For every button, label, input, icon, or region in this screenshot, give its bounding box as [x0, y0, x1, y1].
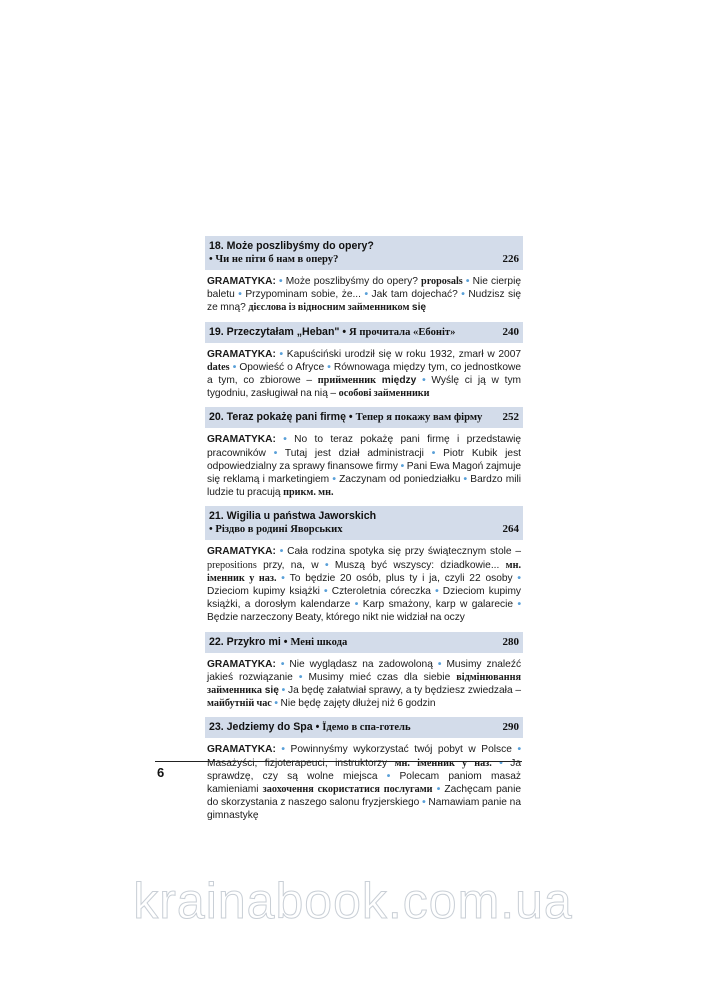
bullet-icon: • [281, 744, 285, 756]
page-number: 6 [157, 765, 165, 780]
section-title-ua: Мені шкода [290, 636, 348, 648]
bullet-icon: • [517, 599, 522, 611]
bullet-icon: • [465, 276, 470, 287]
section-header [205, 632, 523, 653]
table-of-contents [205, 236, 523, 830]
grammar-label: GRAMATYKA: [207, 348, 276, 360]
section-header [205, 407, 523, 428]
toc-section-22 [205, 632, 523, 711]
section-title-pl: 20. Teraz pokażę pani firmę • [209, 411, 353, 424]
toc-section-23 [205, 717, 523, 822]
bullet-icon: • [274, 698, 278, 710]
bullet-icon: • [281, 572, 285, 584]
bullet-icon: • [324, 559, 329, 571]
section-title-pl: 23. Jedziemy do Spa • [209, 721, 320, 734]
bullet-icon: • [422, 375, 426, 387]
grammar-label: GRAMATYKA: [207, 434, 276, 446]
bullet-icon: • [461, 289, 465, 301]
section-title-pl: 21. Wigilia u państwa Jaworskich [209, 510, 377, 523]
bullet-icon: • [400, 460, 405, 472]
grammar-label: GRAMATYKA: [207, 546, 276, 558]
section-title-pl: 19. Przeczytałam „Heban" • [209, 325, 347, 338]
bullet-icon: • [386, 770, 391, 782]
footer-divider [155, 761, 522, 762]
toc-section-20 [205, 407, 523, 499]
grammar-label: GRAMATYKA: [207, 276, 276, 287]
bullet-icon: • [332, 474, 336, 486]
section-grammar-text: GRAMATYKA: • Powinnyśmy wykorzystać twój pobyt w Polsce • Masażyści, fizjoterapeuci, instruktorzy мн. іменник у наз. • Ja sprawdzę, czy są wolne miejsca • Polecam paniom masaż kamieniami заохочення скористатися послугами • Zachęcam panie do skorzystania z naszego salonu fryzjerskiego • Namawiam panie na gimnastykę [207, 744, 522, 822]
section-grammar-text: GRAMATYKA: • No to teraz pokażę pani firmę i przedstawię pracowników • Tutaj jest dział administracji • Piotr Kubik jest odpowiedzialny za sprawy finansowe firmy • Pani Ewa Magoń zajmuje się reklamą i marketingiem • Zaczynam od poniedziałku • Bardzo mili ludzie tu pracują прикм. мн. [207, 434, 522, 499]
section-header [205, 506, 523, 540]
bullet-icon: • [238, 289, 242, 301]
section-grammar-text: GRAMATYKA: • Nie wyglądasz na zadowoloną • Musimy znaleźć jakieś rozwiązanie • Musimy mieć czas dla siebie відмінювання займенника się • Ja będę załatwiał sprawy, a ty będziesz zwiedzała – майбутній час • Nie będę zajęty dłużej niż 6 godzin [207, 658, 522, 710]
bullet-icon: • [273, 447, 278, 459]
bullet-icon: • [517, 744, 522, 756]
bullet-icon: • [463, 474, 468, 486]
section-page-number: 280 [502, 635, 519, 648]
section-title-ua: Я прочитала «Ебоніт» [349, 326, 456, 338]
section-title-ua: • Різдво в родині Яворських [209, 524, 343, 536]
grammar-label: GRAMATYKA: [207, 744, 276, 756]
grammar-label: GRAMATYKA: [207, 658, 276, 670]
section-page-number: 226 [502, 253, 519, 265]
bullet-icon: • [327, 361, 331, 373]
section-title-pl: 18. Może poszlibyśmy do opery? [209, 240, 374, 252]
bullet-icon: • [283, 434, 287, 446]
section-page-number: 290 [502, 721, 519, 734]
section-title-ua: • Чи не піти б нам в оперу? [209, 254, 339, 265]
bullet-icon: • [431, 447, 436, 459]
bullet-icon: • [279, 546, 284, 558]
bullet-icon: • [354, 599, 359, 611]
toc-section-21 [205, 506, 523, 624]
toc-section-19 [205, 322, 523, 401]
bullet-icon: • [278, 276, 283, 287]
section-header [205, 322, 523, 343]
bullet-icon: • [499, 757, 503, 769]
section-grammar-text: GRAMATYKA: • Cała rodzina spotyka się przy świątecznym stole – prepositions przy, na, w • Muszą być wszyscy: dziadkowie... мн. іменник у наз. • To będzie 20 osób, plus ty i ja, czyli 22 osoby • Dzieciom kupimy książki • Czteroletnia córeczka • Dzieciom kupimy książki, a dorosłym kalendarze • Karp smażony, karp w galarecie • Będzie narzeczony Beaty, którego nikt nie widział na oczy [207, 546, 522, 624]
section-header [205, 236, 523, 270]
bullet-icon: • [232, 361, 237, 373]
bullet-icon: • [298, 671, 303, 683]
bullet-icon: • [436, 784, 441, 796]
bullet-icon: • [324, 586, 328, 598]
section-header [205, 717, 523, 738]
bullet-icon: • [422, 797, 426, 809]
bullet-icon: • [517, 572, 521, 584]
bullet-icon: • [364, 289, 369, 301]
bullet-icon: • [435, 586, 439, 598]
section-page-number: 252 [502, 411, 519, 424]
toc-section-18 [205, 236, 523, 315]
bullet-icon: • [281, 685, 286, 697]
watermark: krainabook.com.ua [133, 873, 573, 929]
section-title-ua: Їдемо в спа-готель [322, 722, 411, 734]
section-page-number: 264 [502, 523, 519, 536]
bullet-icon: • [437, 658, 442, 670]
section-page-number: 240 [502, 325, 519, 338]
bullet-icon: • [279, 348, 284, 360]
section-title-ua: Тепер я покажу вам фірму [355, 412, 483, 424]
section-grammar-text: GRAMATYKA: • Może poszlibyśmy do opery? proposals • Nie cierpię baletu • Przypominam sobie, że... • Jak tam dojechać? • Nudzisz się ze mną? дієслова із відносним займенником się [207, 276, 522, 314]
section-title-pl: 22. Przykro mi • [209, 635, 288, 648]
bullet-icon: • [280, 658, 285, 670]
section-grammar-text: GRAMATYKA: • Kapuściński urodził się w roku 1932, zmarł w 2007 dates • Opowieść o Afryce • Równowaga między tym, co jednostkowe a tym, co zbiorowe – прийменник między • Wyślę ci ją w tym tygodniu, zasługiwał na nią – особові займенники [207, 348, 522, 400]
